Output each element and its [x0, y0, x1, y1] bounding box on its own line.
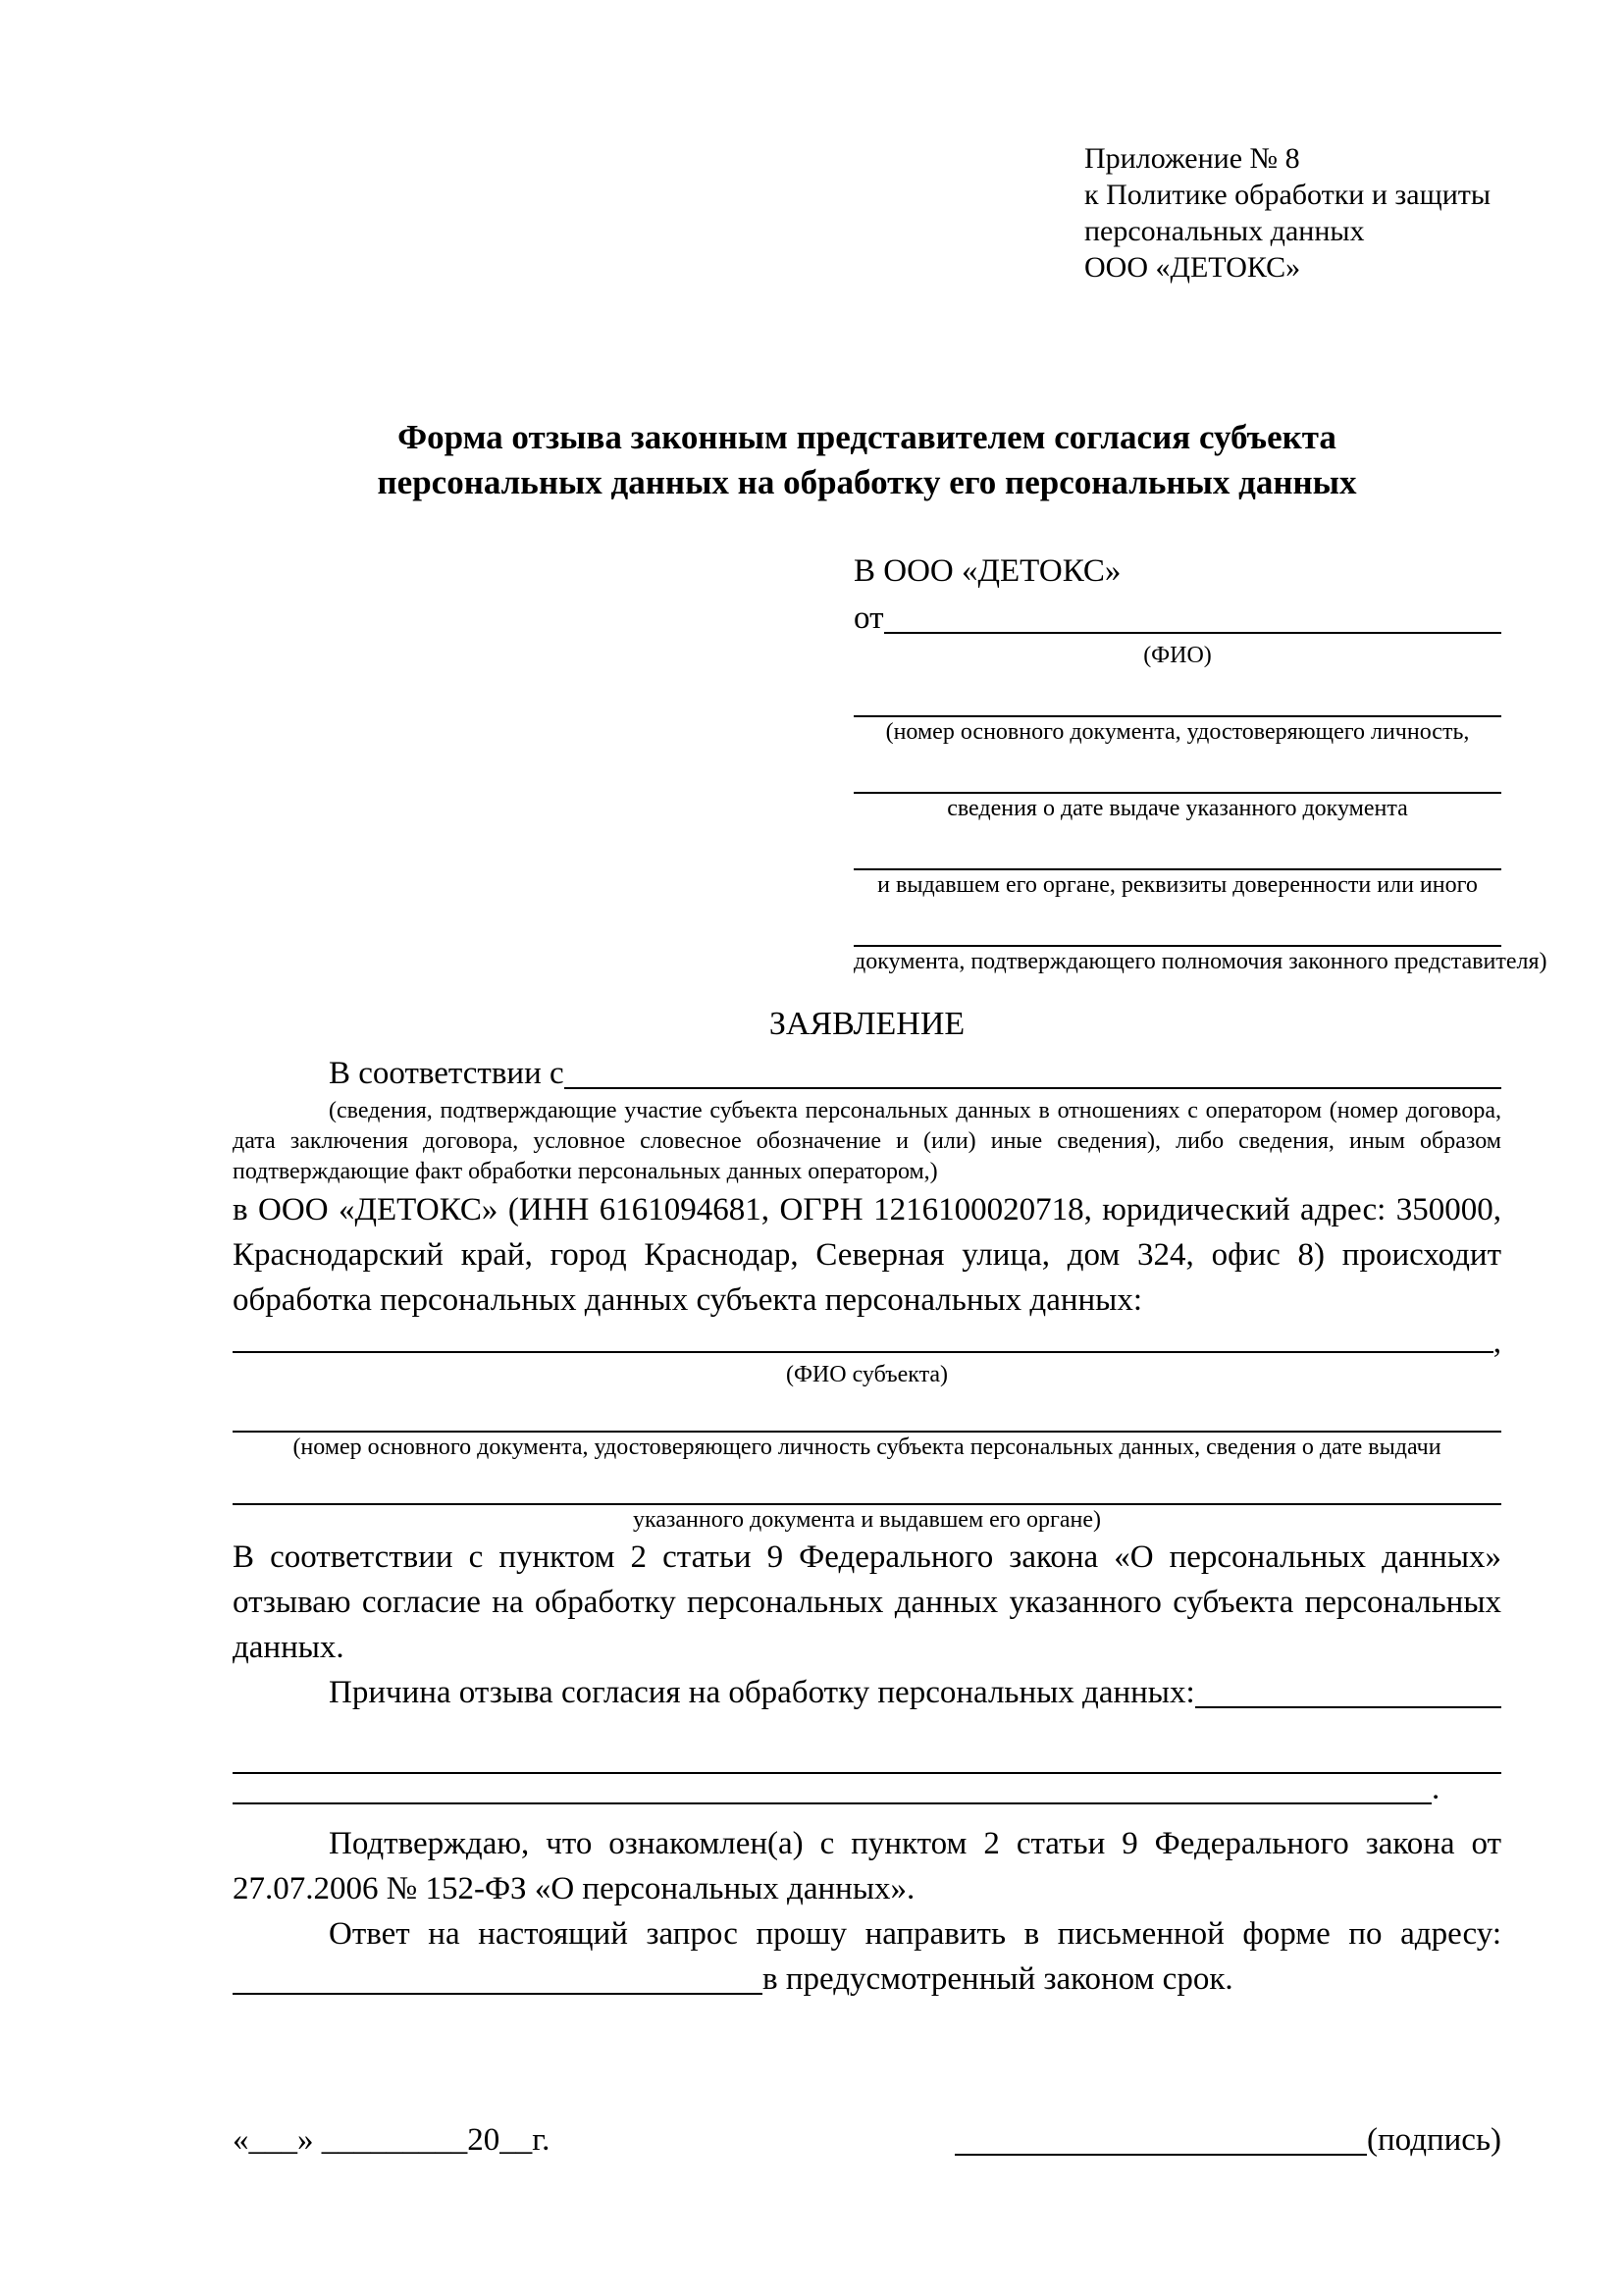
- doc-caption-2: сведения о дате выдаче указанного документа: [947, 796, 1408, 821]
- subject-doc-caption-1: (номер основного документа, удостоверяющего личность субъекта персональных данных, сведения о дате выдачи: [292, 1435, 1441, 1460]
- basis-field[interactable]: [564, 1087, 1501, 1089]
- subject-doc-field-2[interactable]: [233, 1462, 1501, 1505]
- reply-address-line: [233, 1957, 1501, 2002]
- appendix-line: Приложение № 8: [1084, 142, 1300, 175]
- appendix-block: [1084, 140, 1501, 286]
- intro-label: В соответствии с: [329, 1056, 564, 1091]
- intro-line: [329, 1051, 1501, 1096]
- reason-line-3: [233, 1771, 1501, 1811]
- appendix-line: к Политике обработки и защиты: [1084, 179, 1492, 211]
- reply-suffix: в предусмотренный законом срок.: [762, 1961, 1233, 1997]
- signature-group: [955, 2117, 1501, 2163]
- form-title-line: персональных данных на обработку его персональных данных: [377, 463, 1357, 501]
- doc-caption-4: документа, подтверждающего полномочия законного представителя): [854, 949, 1547, 974]
- signature-field[interactable]: [955, 2154, 1367, 2156]
- intro-note: (сведения, подтверждающие участие субъекта персональных данных в отношениях с оператором (номер договора, дата заключения договора, условное словесное обозначение и (или) иные сведения), либо сведения, иным образом подтверждающие факт обработки персональных данных оператором,): [233, 1098, 1501, 1184]
- subject-doc-field-1[interactable]: [233, 1389, 1501, 1433]
- signature-caption: (подпись): [1367, 2122, 1501, 2158]
- fio-caption: (ФИО): [1143, 643, 1212, 668]
- reason-line: [329, 1670, 1501, 1715]
- signature-row: [233, 2117, 1501, 2163]
- subject-fio-line: [233, 1323, 1501, 1360]
- subject-fio-caption: (ФИО субъекта): [785, 1362, 949, 1387]
- reply-label: Ответ на настоящий запрос прошу направить в письменной форме по адресу:: [329, 1916, 1501, 1952]
- confirm-paragraph: Подтверждаю, что ознакомлен(а) с пунктом 2 статьи 9 Федерального закона от 27.07.2006 № 152-ФЗ «О персональных данных».: [233, 1826, 1501, 1906]
- representative-doc-field-1[interactable]: [854, 670, 1501, 717]
- trailing-period: .: [1432, 1771, 1440, 1806]
- reason-field-line-2[interactable]: [233, 1715, 1501, 1774]
- document-content: [233, 140, 1547, 2163]
- statement-heading: ЗАЯВЛЕНИЕ: [768, 1006, 966, 1042]
- from-label: от: [854, 600, 884, 636]
- operator-paragraph: в ООО «ДЕТОКС» (ИНН 6161094681, ОГРН 1216100020718, юридический адрес: 350000, Краснодарский край, город Краснодар, Северная улица, дом 324, офис 8) происходит обработка персональных данных субъекта персональных данных:: [233, 1192, 1501, 1318]
- doc-caption-3: и выдавшем его органе, реквизиты доверенности или иного: [877, 872, 1478, 898]
- reply-address-field[interactable]: [233, 1993, 762, 1995]
- reason-field[interactable]: [1195, 1706, 1501, 1708]
- form-title-line: Форма отзыва законным представителем согласия субъекта: [397, 418, 1336, 456]
- appendix-line: ООО «ДЕТОКС»: [1084, 251, 1301, 284]
- date-line: «___» _________20__г.: [233, 2122, 550, 2158]
- trailing-comma: ,: [1492, 1325, 1501, 1360]
- representative-doc-field-2[interactable]: [854, 747, 1501, 794]
- representative-doc-field-3[interactable]: [854, 823, 1501, 870]
- reason-field-line-3[interactable]: [233, 1802, 1432, 1804]
- subject-doc-caption-2: указанного документа и выдавшем его органе): [632, 1507, 1102, 1533]
- from-line: [854, 594, 1501, 641]
- recipient-block: [854, 548, 1547, 976]
- withdraw-paragraph: В соответствии с пунктом 2 статьи 9 Федерального закона «О персональных данных» отзываю согласие на обработку персональных данных указанного субъекта персональных данных.: [233, 1539, 1501, 1665]
- doc-caption-1: (номер основного документа, удостоверяющего личность,: [885, 719, 1470, 745]
- recipient-to: В ООО «ДЕТОКС»: [854, 553, 1122, 589]
- form-title: [233, 415, 1501, 505]
- reason-label: Причина отзыва согласия на обработку персональных данных:: [329, 1675, 1195, 1710]
- subject-fio-field[interactable]: [233, 1351, 1493, 1353]
- representative-fio-field[interactable]: [884, 632, 1502, 634]
- representative-doc-field-4[interactable]: [854, 900, 1501, 947]
- appendix-line: персональных данных: [1084, 215, 1365, 247]
